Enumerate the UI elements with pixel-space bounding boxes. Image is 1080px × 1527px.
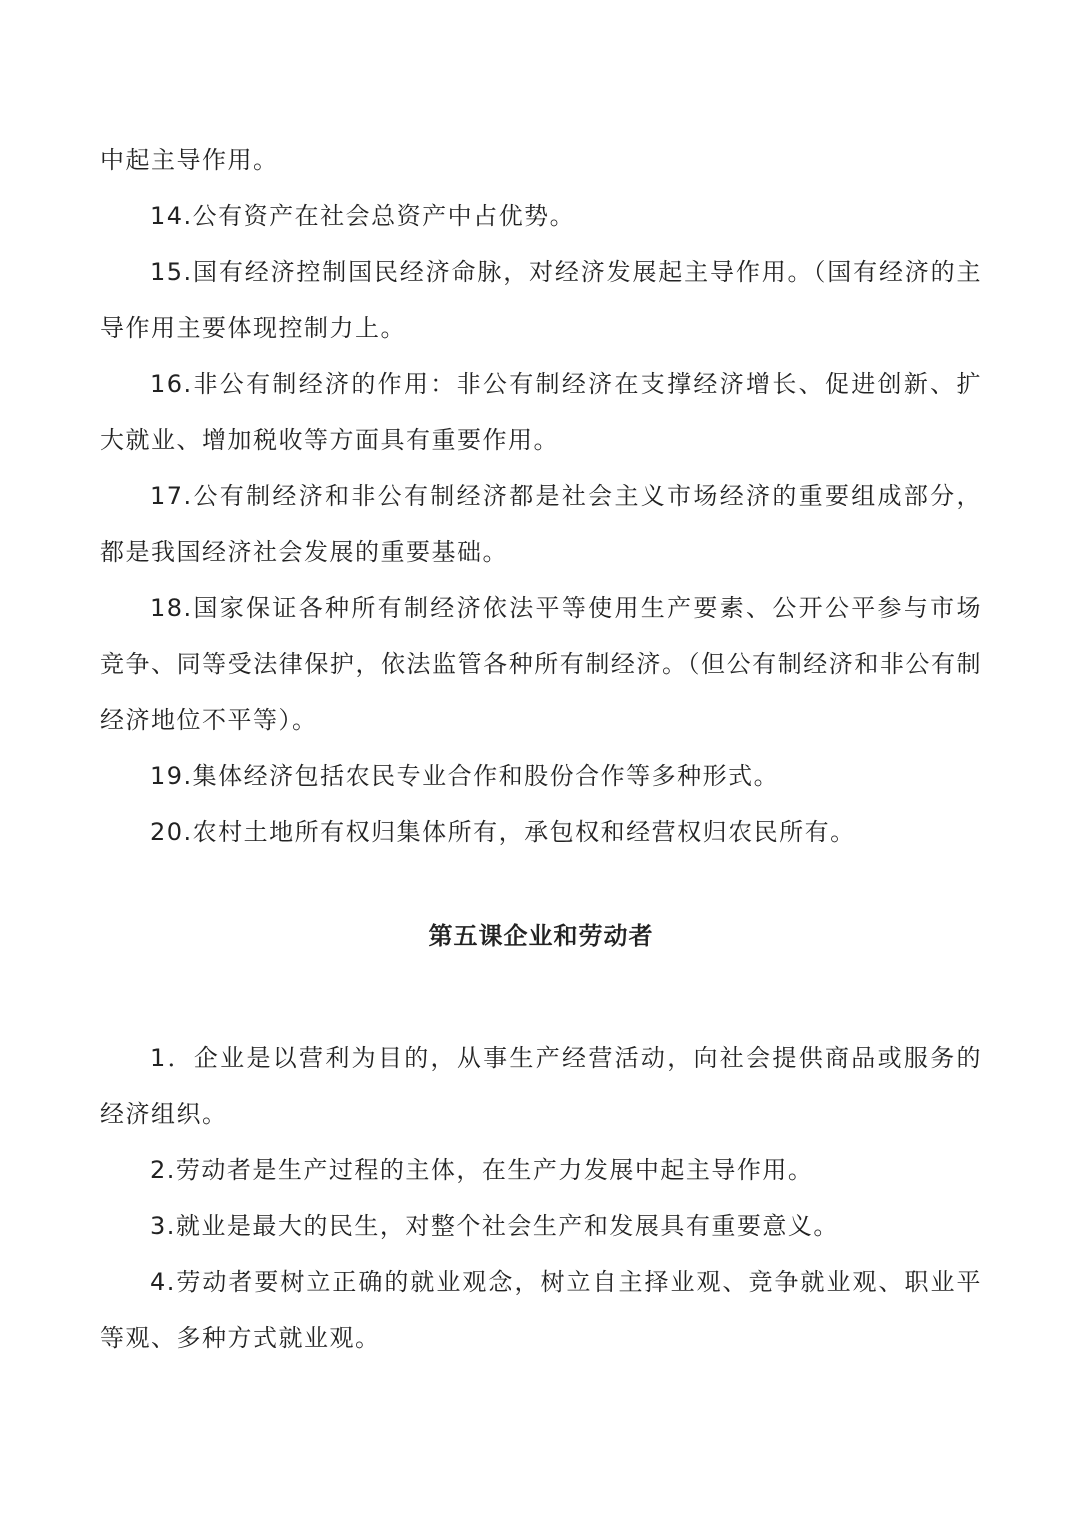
list-item-3: 3.就业是最大的民生，对整个社会生产和发展具有重要意义。	[150, 1212, 839, 1240]
list-item-18: 18.国家保证各种所有制经济依法平等使用生产要素、公开公平参与市场竞争、同等受法律保护，依法监管各种所有制经济。（但公有制经济和非公有制经济地位不平等）。	[100, 594, 982, 734]
continuation-text: 中起主导作用。	[100, 146, 279, 174]
list-item-16: 16.非公有制经济的作用：非公有制经济在支撑经济增长、促进创新、扩大就业、增加税收等方面具有重要作用。	[100, 370, 982, 454]
list-item-4: 4.劳动者要树立正确的就业观念，树立自主择业观、竞争就业观、职业平等观、多种方式就业观。	[100, 1268, 982, 1352]
document-page	[100, 132, 982, 1366]
list-item-17: 17.公有制经济和非公有制经济都是社会主义市场经济的重要组成部分，都是我国经济社会发展的重要基础。	[100, 482, 982, 566]
section-heading: 第五课企业和劳动者	[428, 921, 654, 950]
list-item-1: 1．企业是以营利为目的，从事生产经营活动，向社会提供商品或服务的经济组织。	[100, 1044, 982, 1128]
list-item-14: 14.公有资产在社会总资产中占优势。	[150, 202, 576, 230]
list-item-20: 20.农村土地所有权归集体所有，承包权和经营权归农民所有。	[150, 818, 856, 846]
list-item-2: 2.劳动者是生产过程的主体，在生产力发展中起主导作用。	[150, 1156, 814, 1184]
list-item-15: 15.国有经济控制国民经济命脉，对经济发展起主导作用。（国有经济的主导作用主要体现控制力上。	[100, 258, 982, 342]
list-item-19: 19.集体经济包括农民专业合作和股份合作等多种形式。	[150, 762, 780, 790]
section-spacer	[100, 964, 982, 1030]
section-spacer	[100, 860, 982, 908]
